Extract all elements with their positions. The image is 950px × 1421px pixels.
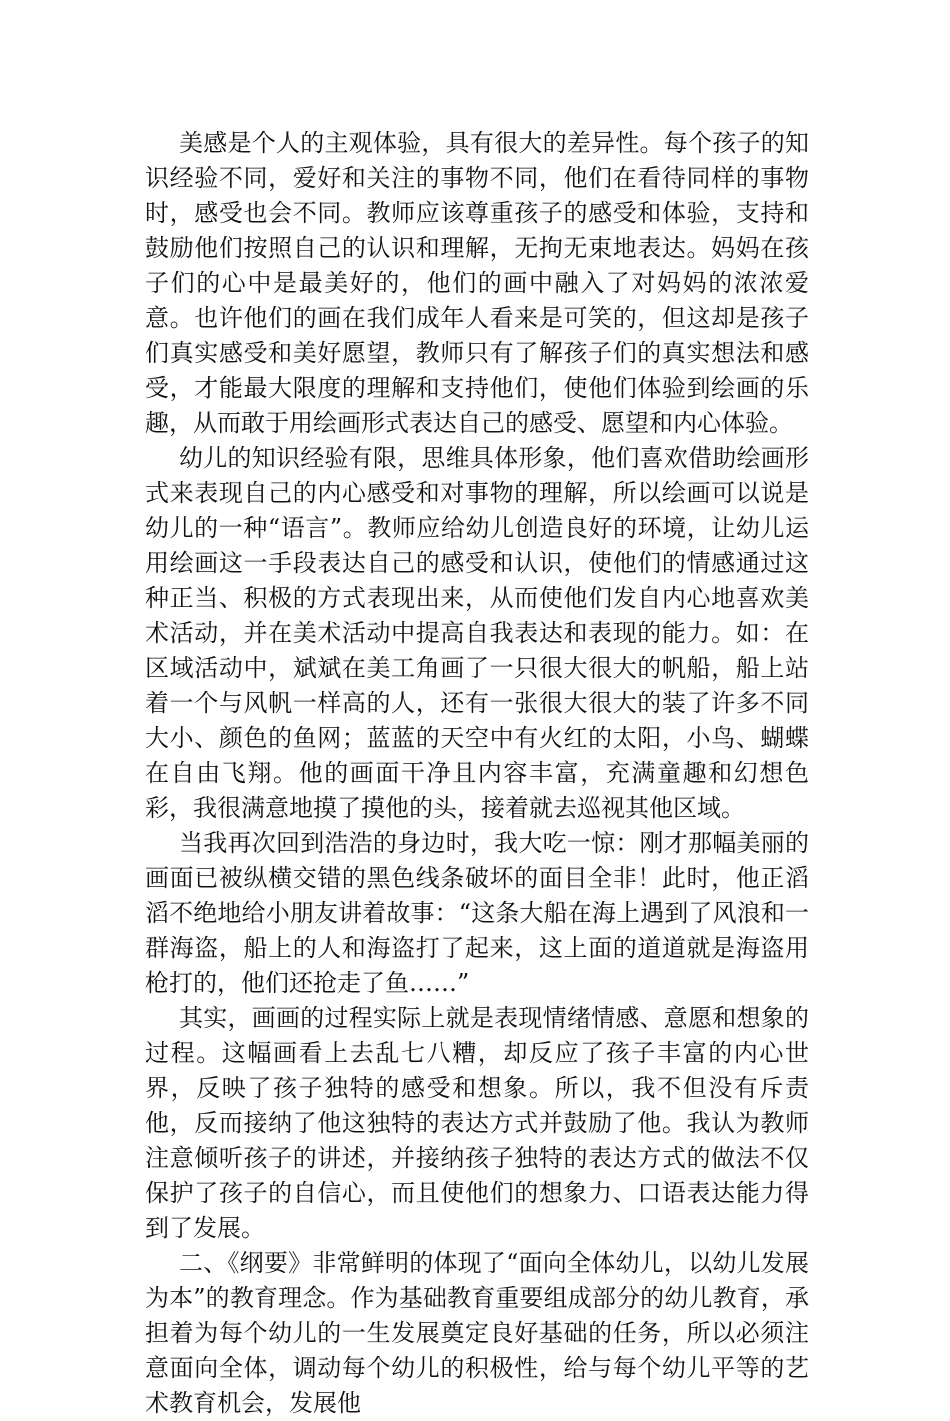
paragraph: 其实，画画的过程实际上就是表现情绪情感、意愿和想象的过程。这幅画看上去乱七八糟，却反应了孩子丰富的内心世界，反映了孩子独特的感受和想象。所以，我不但没有斥责他，反而接纳了他这独特的表达方式并鼓励了他。我认为教师注意倾听孩子的讲述，并接纳孩子独特的表达方式的做法不仅保护了孩子的自信心，而且使他们的想象力、口语表达能力得到了发展。 (145, 1004, 809, 1242)
document-body (145, 126, 809, 1421)
paragraph: 幼儿的知识经验有限，思维具体形象，他们喜欢借助绘画形式来表现自己的内心感受和对事物的理解，所以绘画可以说是幼儿的一种“语言”。教师应给幼儿创造良好的环境，让幼儿运用绘画这一手段表达自己的感受和认识，使他们的情感通过这种正当、积极的方式表现出来，从而使他们发自内心地喜欢美术活动，并在美术活动中提高自我表达和表现的能力。如：在区域活动中，斌斌在美工角画了一只很大很大的帆船，船上站着一个与风帆一样高的人，还有一张很大很大的装了许多不同大小、颜色的鱼网；蓝蓝的天空中有火红的太阳，小鸟、蝴蝶在自由飞翔。他的画面干净且内容丰富，充满童趣和幻想色彩，我很满意地摸了摸他的头，接着就去巡视其他区域。 (145, 444, 809, 822)
paragraph: 当我再次回到浩浩的身边时，我大吃一惊：刚才那幅美丽的画面已被纵横交错的黑色线条破坏的面目全非！此时，他正滔滔不绝地给小朋友讲着故事：“这条大船在海上遇到了风浪和一群海盗，船上的人和海盗打了起来，这上面的道道就是海盗用枪打的，他们还抢走了鱼……” (145, 829, 809, 997)
paragraph: 美感是个人的主观体验，具有很大的差异性。每个孩子的知识经验不同，爱好和关注的事物不同，他们在看待同样的事物时，感受也会不同。教师应该尊重孩子的感受和体验，支持和鼓励他们按照自己的认识和理解，无拘无束地表达。妈妈在孩子们的心中是最美好的，他们的画中融入了对妈妈的浓浓爱意。也许他们的画在我们成年人看来是可笑的，但这却是孩子们真实感受和美好愿望，教师只有了解孩子们的真实想法和感受，才能最大限度的理解和支持他们，使他们体验到绘画的乐趣，从而敢于用绘画形式表达自己的感受、愿望和内心体验。 (145, 129, 809, 437)
paragraph: 二、《纲要》非常鲜明的体现了“面向全体幼儿，以幼儿发展为本”的教育理念。作为基础教育重要组成部分的幼儿教育，承担着为每个幼儿的一生发展奠定良好基础的任务，所以必须注意面向全体，调动每个幼儿的积极性，给与每个幼儿平等的艺术教育机会，发展他 (145, 1249, 809, 1417)
